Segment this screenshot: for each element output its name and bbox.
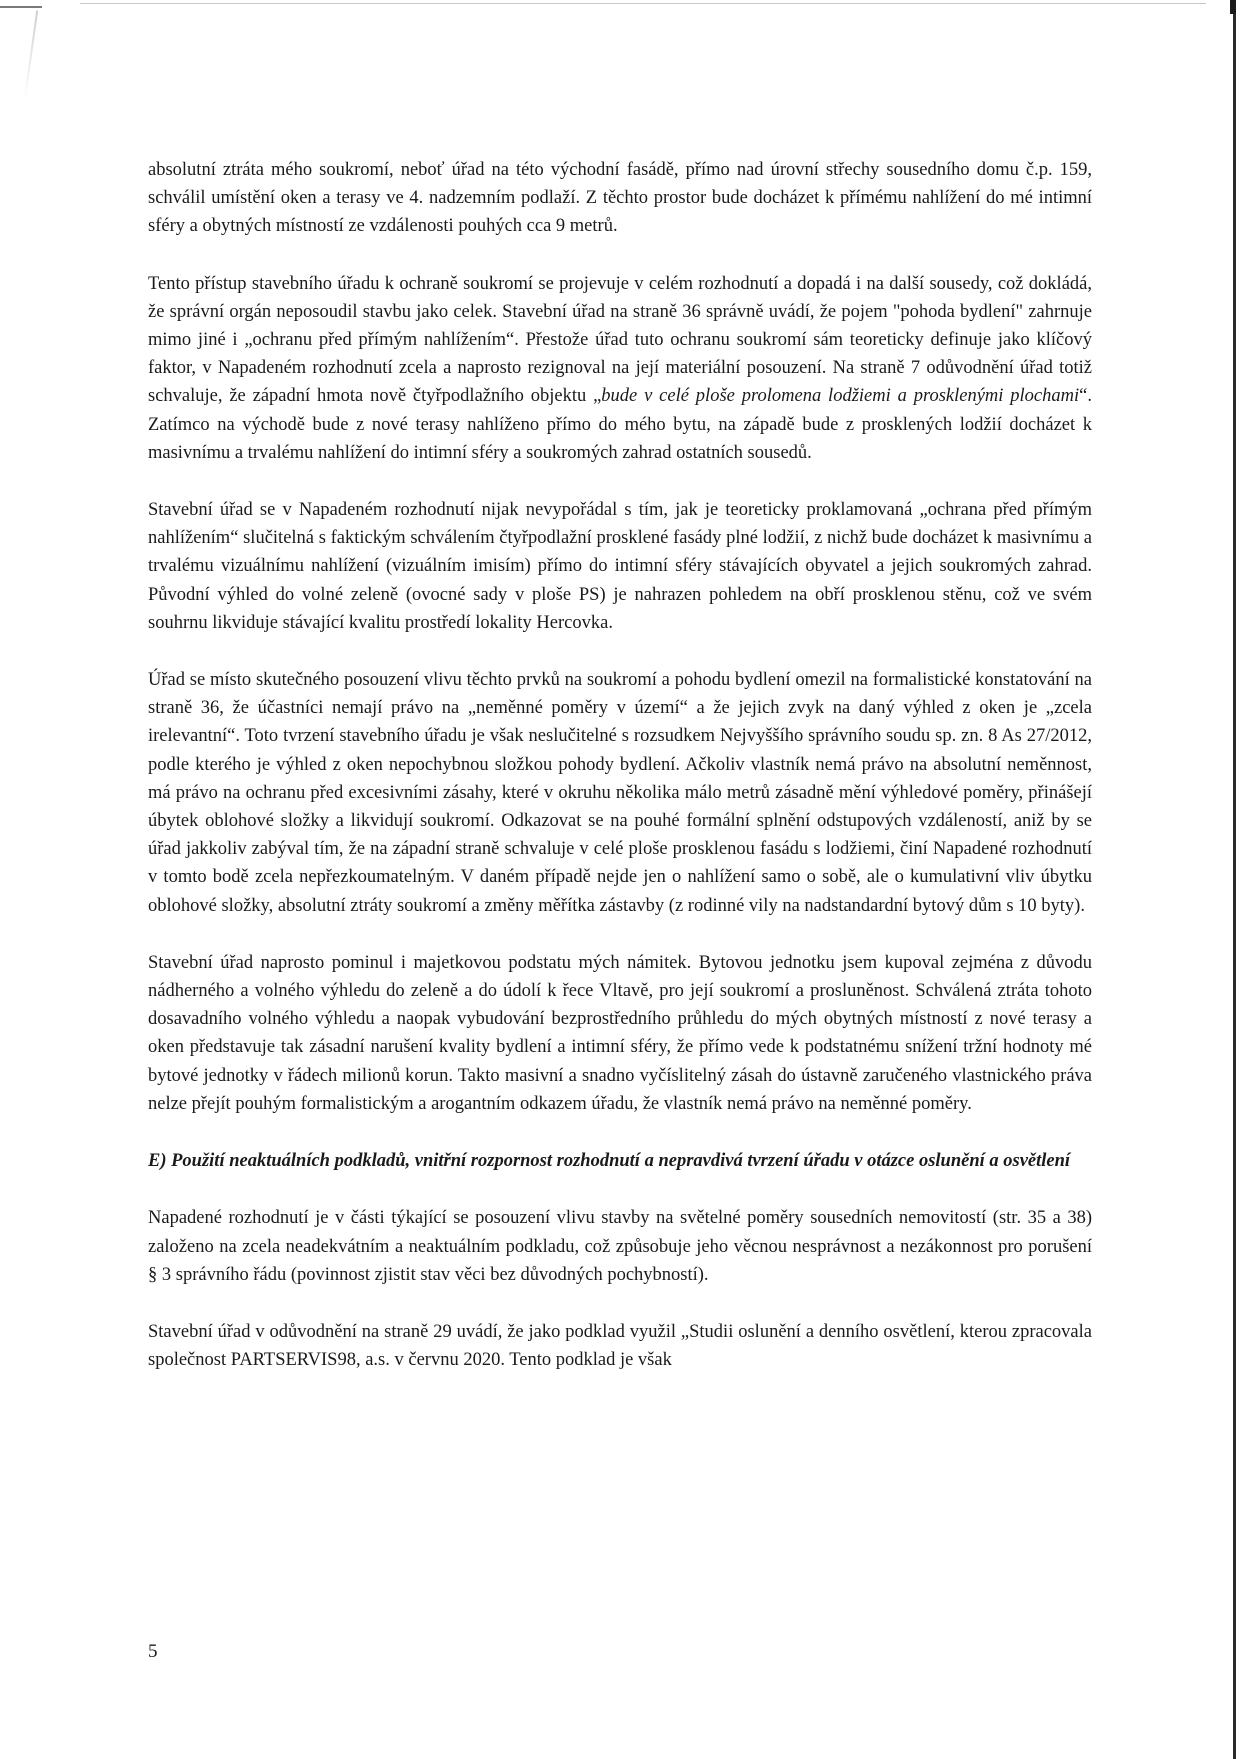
section-heading: E) Použití neaktuálních podkladů, vnitřní rozpornost rozhodnutí a nepravdivá tvrzení úřadu v otázce oslunění a osvětlení xyxy=(148,1151,1071,1172)
paragraph xyxy=(148,496,1092,637)
paragraph xyxy=(148,156,1092,241)
paragraph-text: absolutní ztráta mého soukromí, neboť úřad na této východní fasádě, přímo nad úrovní střechy sousedního domu č.p. 159, schválil umístění oken a terasy ve 4. nadzemním podlaží. Z těchto prostor bude docházet k přímému nahlížení do mé intimní sféry a obytných místností ze vzdálenosti pouhých cca 9 metrů. xyxy=(148,160,1092,237)
scan-corner-mark xyxy=(0,6,42,8)
paragraph-text: “. Zatímco na východě bude z nové terasy nahlíženo přímo do mého bytu, na západě bude z prosklených lodžií docházet k masivnímu a trvalému nahlížení do intimní sféry a soukromých zahrad ostatních sousedů. xyxy=(148,386,1092,463)
paragraph-text: Stavební úřad se v Napadeném rozhodnutí nijak nevypořádal s tím, jak je teoreticky proklamovaná „ochrana před přímým nahlížením“ slučitelná s faktickým schválením čtyřpodlažní prosklené fasády plné lodžií, z nichž bude docházet k masivnímu a trvalému vizuálnímu nahlížení (vizuálním imisím) přímo do intimní sféry stávajících obyvatel a jejich soukromých zahrad. Původní výhled do volné zeleně (ovocné sady v ploše PS) je nahrazen pohledem na obří prosklenou stěnu, což ve svém souhrnu likviduje stávající kvalitu prostředí lokality Hercovka. xyxy=(148,500,1092,633)
paragraph xyxy=(148,949,1092,1118)
paragraph-text: Stavební úřad v odůvodnění na straně 29 uvádí, že jako podklad využil „Studii oslunění a denního osvětlení, kterou zpracovala společnost PARTSERVIS98, a.s. v červnu 2020. Tento podklad je však xyxy=(148,1321,1092,1371)
paragraph xyxy=(148,270,1092,467)
paragraph-quote-italic: bude v celé ploše prolomena lodžiemi a prosklenými plochami xyxy=(601,386,1080,407)
paragraph-text: Stavební úřad naprosto pominul i majetkovou podstatu mých námitek. Bytovou jednotku jsem kupoval zejména z důvodu nádherného a volného výhledu do zeleně a do údolí k řece Vltavě, pro její soukromí a prosluněnost. Schválená ztráta tohoto dosavadního volného výhledu a naopak vybudování bezprostředního průhledu do mých obytných místností z nové terasy a oken představuje tak zásadní narušení kvality bydlení a intimní sféry, že přímo vede k podstatnému snížení tržní hodnoty mé bytové jednotky v řádech milionů korun. Takto masivní a snadno vyčíslitelný zásah do ústavně zaručeného vlastnického práva nelze přejít pouhým formalistickým a arogantním odkazem úřadu, že vlastník nemá právo na neměnné poměry. xyxy=(148,952,1092,1114)
scan-edge-top xyxy=(80,3,1206,4)
scan-edge-right xyxy=(1233,0,1236,1759)
document-body xyxy=(148,156,1092,1403)
paragraph-text: Napadené rozhodnutí je v části týkající se posouzení vlivu stavby na světelné poměry sousedních nemovitostí (str. 35 a 38) založeno na zcela neadekvátním a neaktuálním podkladu, což způsobuje jeho věcnou nesprávnost a nezákonnost pro porušení § 3 správního řádu (povinnost zjistit stav věci bez důvodných pochybností). xyxy=(148,1208,1092,1285)
page-number: 5 xyxy=(148,1641,158,1662)
paragraph-text: Úřad se místo skutečného posouzení vlivu těchto prvků na soukromí a pohodu bydlení omezil na formalistické konstatování na straně 36, že účastníci nemají právo na „neměnné poměry v území“ a že jejich zvyk na daný výhled z oken je „zcela irelevantní“. Toto tvrzení stavebního úřadu je však neslučitelné s rozsudkem Nejvyššího správního soudu sp. zn. 8 As 27/2012, podle kterého je výhled z oken nepochybnou složkou pohody bydlení. Ačkoliv vlastník nemá právo na absolutní neměnnost, má právo na ochranu před excesivními zásahy, které v okruhu několika málo metrů zásadně mění výhledové poměry, přinášejí úbytek oblohové složky a likvidují soukromí. Odkazovat se na pouhé formální splnění odstupových vzdáleností, aniž by se úřad jakkoliv zabýval tím, že na západní straně schvaluje v celé ploše prosklenou fasádu s lodžiemi, činí Napadené rozhodnutí v tomto bodě zcela nepřezkoumatelným. V daném případě nejde jen o nahlížení samo o sobě, ale o kumulativní vliv úbytku oblohové složky, absolutní ztráty soukromí a změny měřítka zástavby (z rodinné vily na nadstandardní bytový dům s 10 byty). xyxy=(148,670,1092,916)
paragraph xyxy=(148,666,1092,920)
paragraph xyxy=(148,1318,1092,1374)
scan-left-mark xyxy=(24,10,39,99)
paragraph xyxy=(148,1204,1092,1289)
scan-edge-right-tick xyxy=(1230,0,1236,14)
paragraph-text: Tento přístup stavebního úřadu k ochraně soukromí se projevuje v celém rozhodnutí a dopadá i na další sousedy, což dokládá, že správní orgán neposoudil stavbu jako celek. Stavební úřad na straně 36 správně uvádí, že pojem "pohoda bydlení" zahrnuje mimo jiné i „ochranu před přímým nahlížením“. Přestože úřad tuto ochranu soukromí sám teoreticky definuje jako klíčový faktor, v Napadeném rozhodnutí zcela a naprosto rezignoval na její materiální posouzení. Na straně 7 odůvodnění úřad totiž schvaluje, že západní hmota nově čtyřpodlažního objektu „ xyxy=(148,273,1092,407)
